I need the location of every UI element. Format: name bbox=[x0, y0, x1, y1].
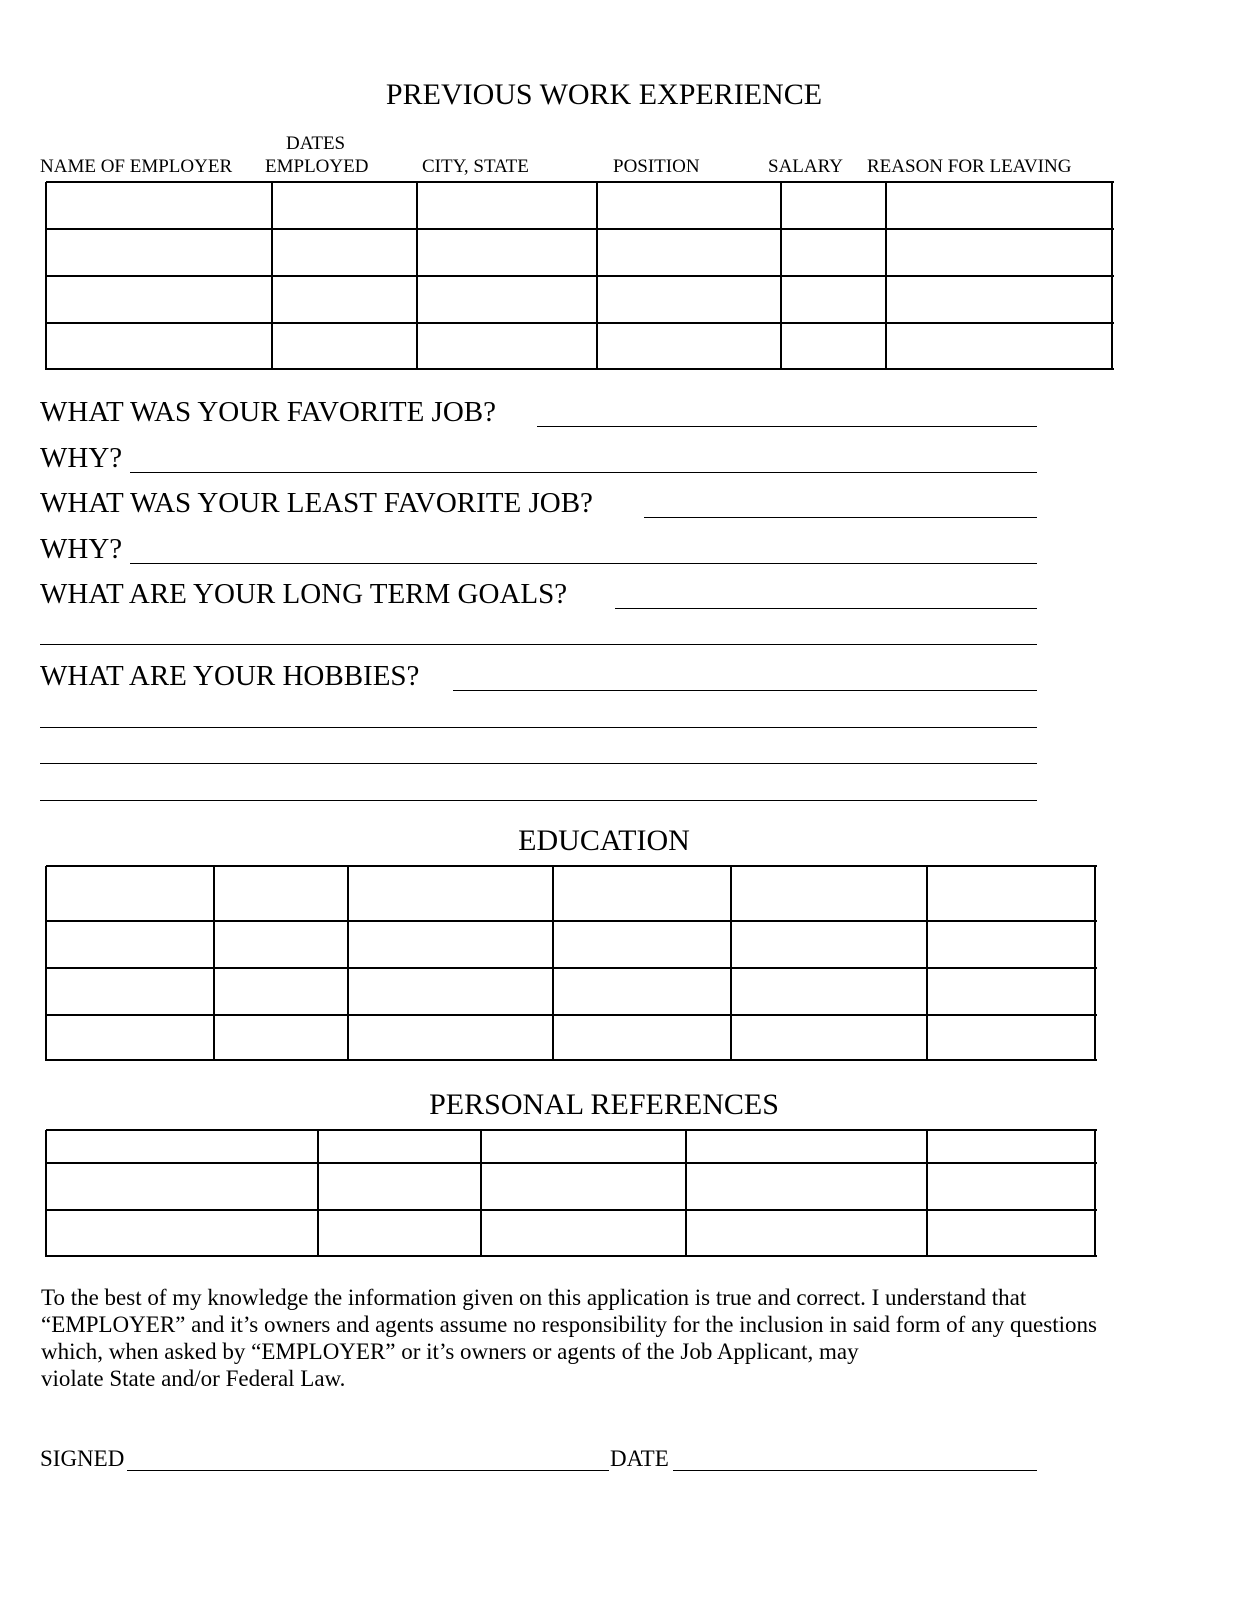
col-header-salary: SALARY bbox=[768, 156, 843, 177]
education-cell[interactable] bbox=[350, 923, 551, 966]
work-experience-cell[interactable] bbox=[48, 231, 270, 274]
declaration-line: violate State and/or Federal Law. bbox=[41, 1366, 346, 1391]
why-favorite-label: WHY? bbox=[40, 442, 123, 474]
work-experience-cell[interactable] bbox=[599, 231, 779, 274]
education-cell[interactable] bbox=[929, 970, 1093, 1013]
education-cell[interactable] bbox=[733, 970, 925, 1013]
date-line bbox=[673, 1470, 1037, 1471]
work-experience-cell[interactable] bbox=[419, 325, 595, 367]
work-experience-cell[interactable] bbox=[783, 278, 884, 321]
education-grid-line bbox=[46, 920, 1097, 922]
work-experience-cell[interactable] bbox=[599, 278, 779, 321]
col-header-reason-for-leaving: REASON FOR LEAVING bbox=[867, 156, 1072, 177]
education-grid-line bbox=[213, 866, 215, 1061]
work-experience-cell[interactable] bbox=[419, 231, 595, 274]
least-favorite-job-label: WHAT WAS YOUR LEAST FAVORITE JOB? bbox=[40, 487, 593, 519]
long-term-goals-label: WHAT ARE YOUR LONG TERM GOALS? bbox=[40, 578, 568, 610]
work-experience-grid-line bbox=[46, 275, 1114, 277]
references-cell[interactable] bbox=[320, 1212, 479, 1254]
education-cell[interactable] bbox=[733, 1017, 925, 1058]
declaration-text bbox=[41, 1284, 1201, 1392]
hobbies-label: WHAT ARE YOUR HOBBIES? bbox=[40, 660, 420, 692]
references-cell[interactable] bbox=[688, 1212, 925, 1254]
education-cell[interactable] bbox=[216, 970, 346, 1013]
education-cell[interactable] bbox=[555, 970, 729, 1013]
references-cell[interactable] bbox=[320, 1132, 479, 1161]
work-experience-cell[interactable] bbox=[48, 325, 270, 367]
education-cell[interactable] bbox=[929, 868, 1093, 919]
hobbies-line-2 bbox=[40, 727, 1037, 728]
education-cell[interactable] bbox=[48, 1017, 212, 1058]
education-grid-line bbox=[46, 865, 1097, 867]
why-favorite-line bbox=[130, 472, 1037, 473]
work-experience-cell[interactable] bbox=[888, 325, 1110, 367]
references-cell[interactable] bbox=[48, 1212, 316, 1254]
hobbies-input[interactable] bbox=[456, 660, 1034, 690]
education-cell[interactable] bbox=[216, 1017, 346, 1058]
work-experience-grid-line bbox=[46, 322, 1114, 324]
references-grid-line bbox=[1094, 1130, 1096, 1257]
references-cell[interactable] bbox=[320, 1165, 479, 1208]
col-header-city-state: CITY, STATE bbox=[422, 156, 529, 177]
signed-line bbox=[127, 1470, 609, 1471]
personal-references-title: PERSONAL REFERENCES bbox=[429, 1088, 779, 1121]
references-cell[interactable] bbox=[688, 1132, 925, 1161]
references-cell[interactable] bbox=[929, 1132, 1093, 1161]
work-experience-grid-line bbox=[46, 228, 1114, 230]
date-label: DATE bbox=[610, 1446, 669, 1471]
hobbies-line-3 bbox=[40, 763, 1037, 764]
declaration-line: To the best of my knowledge the information given on this application is true and correct. I understand that bbox=[41, 1285, 1027, 1310]
work-experience-cell[interactable] bbox=[888, 184, 1110, 227]
education-cell[interactable] bbox=[48, 970, 212, 1013]
work-experience-cell[interactable] bbox=[419, 184, 595, 227]
work-experience-cell[interactable] bbox=[888, 278, 1110, 321]
work-experience-grid-line bbox=[45, 182, 47, 370]
references-cell[interactable] bbox=[929, 1212, 1093, 1254]
education-cell[interactable] bbox=[555, 1017, 729, 1058]
education-cell[interactable] bbox=[733, 868, 925, 919]
work-experience-title: PREVIOUS WORK EXPERIENCE bbox=[385, 78, 823, 111]
references-cell[interactable] bbox=[483, 1212, 684, 1254]
col-header-dates-line1: DATES bbox=[286, 133, 346, 154]
references-cell[interactable] bbox=[929, 1165, 1093, 1208]
education-cell[interactable] bbox=[350, 970, 551, 1013]
work-experience-cell[interactable] bbox=[599, 184, 779, 227]
education-cell[interactable] bbox=[48, 868, 212, 919]
references-cell[interactable] bbox=[48, 1132, 316, 1161]
work-experience-cell[interactable] bbox=[274, 231, 415, 274]
long-term-goals-line-2 bbox=[40, 644, 1037, 645]
references-grid-line bbox=[45, 1130, 47, 1257]
references-cell[interactable] bbox=[688, 1165, 925, 1208]
education-cell[interactable] bbox=[929, 923, 1093, 966]
education-title: EDUCATION bbox=[518, 824, 690, 857]
references-grid-line bbox=[46, 1162, 1097, 1164]
work-experience-grid-line bbox=[1111, 182, 1113, 370]
work-experience-cell[interactable] bbox=[419, 278, 595, 321]
hobbies-line-4 bbox=[40, 800, 1037, 801]
education-grid-line bbox=[730, 866, 732, 1061]
education-grid-line bbox=[347, 866, 349, 1061]
work-experience-cell[interactable] bbox=[888, 231, 1110, 274]
education-grid-line bbox=[46, 967, 1097, 969]
education-cell[interactable] bbox=[350, 868, 551, 919]
work-experience-grid-line bbox=[596, 182, 598, 370]
references-grid-line bbox=[926, 1130, 928, 1257]
education-cell[interactable] bbox=[48, 923, 212, 966]
work-experience-grid-line bbox=[271, 182, 273, 370]
hobbies-input-4[interactable] bbox=[40, 770, 1037, 800]
education-cell[interactable] bbox=[216, 923, 346, 966]
long-term-goals-line bbox=[615, 608, 1037, 609]
signature-input[interactable] bbox=[130, 1442, 606, 1470]
work-experience-cell[interactable] bbox=[48, 184, 270, 227]
education-grid-line bbox=[45, 866, 47, 1061]
education-grid-line bbox=[1094, 866, 1096, 1061]
declaration-line: “EMPLOYER” and it’s owners and agents assume no responsibility for the inclusion in said form of any questions bbox=[41, 1312, 1097, 1337]
education-cell[interactable] bbox=[929, 1017, 1093, 1058]
work-experience-cell[interactable] bbox=[783, 184, 884, 227]
work-experience-cell[interactable] bbox=[274, 184, 415, 227]
education-grid-line bbox=[552, 866, 554, 1061]
work-experience-grid-line bbox=[46, 368, 1114, 370]
references-grid-line bbox=[46, 1129, 1097, 1131]
col-header-name-of-employer: NAME OF EMPLOYER bbox=[40, 156, 233, 177]
long-term-goals-input[interactable] bbox=[618, 578, 1034, 608]
favorite-job-input[interactable] bbox=[540, 396, 1034, 426]
education-cell[interactable] bbox=[733, 923, 925, 966]
work-experience-grid-line bbox=[780, 182, 782, 370]
references-grid-line bbox=[46, 1209, 1097, 1211]
col-header-position: POSITION bbox=[613, 156, 700, 177]
work-experience-grid-line bbox=[885, 182, 887, 370]
work-experience-cell[interactable] bbox=[274, 325, 415, 367]
work-experience-grid-line bbox=[416, 182, 418, 370]
references-cell[interactable] bbox=[483, 1165, 684, 1208]
date-input[interactable] bbox=[676, 1442, 1034, 1470]
education-grid-line bbox=[46, 1014, 1097, 1016]
declaration-line: which, when asked by “EMPLOYER” or it’s owners or agents of the Job Applicant, may bbox=[41, 1339, 859, 1364]
work-experience-cell[interactable] bbox=[783, 231, 884, 274]
hobbies-line bbox=[453, 690, 1037, 691]
work-experience-grid-line bbox=[46, 181, 1114, 183]
work-experience-cell[interactable] bbox=[274, 278, 415, 321]
references-cell[interactable] bbox=[483, 1132, 684, 1161]
favorite-job-line bbox=[537, 426, 1037, 427]
references-cell[interactable] bbox=[48, 1165, 316, 1208]
why-least-favorite-input[interactable] bbox=[133, 533, 1034, 563]
least-favorite-job-line bbox=[644, 517, 1037, 518]
why-least-favorite-label: WHY? bbox=[40, 533, 123, 565]
why-least-favorite-line bbox=[130, 563, 1037, 564]
references-grid-line bbox=[480, 1130, 482, 1257]
references-grid-line bbox=[317, 1130, 319, 1257]
references-grid-line bbox=[685, 1130, 687, 1257]
col-header-dates-line2: EMPLOYED bbox=[265, 156, 369, 177]
hobbies-input-3[interactable] bbox=[40, 733, 1037, 763]
work-experience-cell[interactable] bbox=[48, 278, 270, 321]
education-grid-line bbox=[926, 866, 928, 1061]
education-grid-line bbox=[46, 1059, 1097, 1061]
education-cell[interactable] bbox=[555, 868, 729, 919]
references-grid-line bbox=[46, 1255, 1097, 1257]
education-cell[interactable] bbox=[216, 868, 346, 919]
why-favorite-input[interactable] bbox=[133, 442, 1034, 472]
signed-label: SIGNED bbox=[40, 1446, 125, 1471]
work-experience-cell[interactable] bbox=[599, 325, 779, 367]
least-favorite-job-input[interactable] bbox=[647, 487, 1034, 517]
long-term-goals-input-2[interactable] bbox=[40, 614, 1037, 644]
favorite-job-label: WHAT WAS YOUR FAVORITE JOB? bbox=[40, 396, 496, 428]
hobbies-input-2[interactable] bbox=[40, 697, 1037, 727]
education-cell[interactable] bbox=[555, 923, 729, 966]
education-cell[interactable] bbox=[350, 1017, 551, 1058]
work-experience-cell[interactable] bbox=[783, 325, 884, 367]
